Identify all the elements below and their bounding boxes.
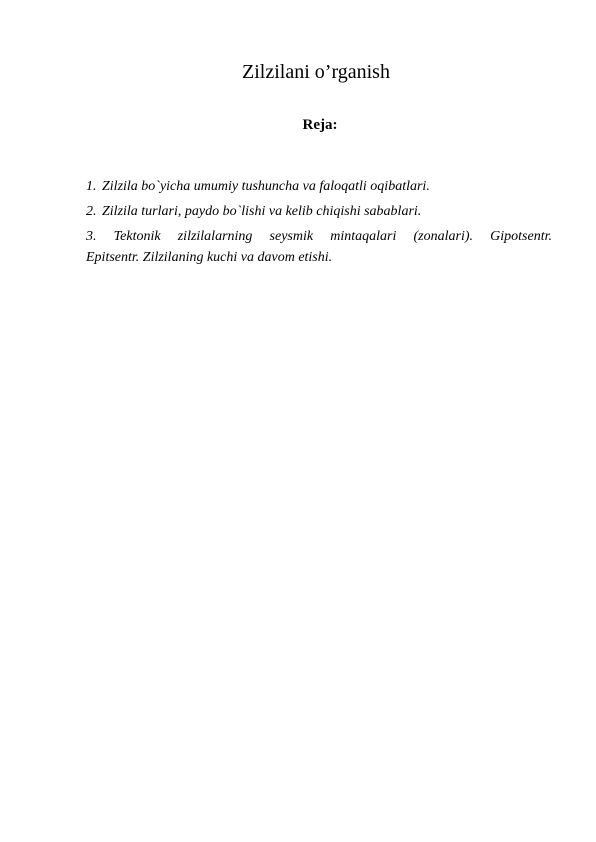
plan-item-text-line-two: Epitsentr. Zilzilaning kuchi va davom etishi. (86, 250, 333, 265)
plan-item-line-one (86, 226, 552, 247)
plan-item-2 (86, 201, 552, 222)
plan-item-text: Zilzila bo`yicha umumiy tushuncha va faloqatli oqibatlari. (102, 179, 430, 194)
plan-item-text: Zilzila turlari, paydo bo`lishi va kelib chiqishi sabablari. (102, 204, 422, 219)
document-title: Zilzilani o’rganish (242, 61, 390, 83)
plan-item-number: 1. (86, 179, 97, 194)
plan-item-number: 3. (86, 229, 97, 244)
plan-list (86, 176, 552, 272)
plan-heading: Reja: (302, 117, 338, 133)
plan-item-number: 2. (86, 204, 97, 219)
plan-item-text-line-one: Tektonik zilzilalarning seysmik mintaqalari (zonalari). Gipotsentr. (113, 229, 552, 244)
plan-item-3 (86, 226, 552, 268)
plan-item-1 (86, 176, 552, 197)
